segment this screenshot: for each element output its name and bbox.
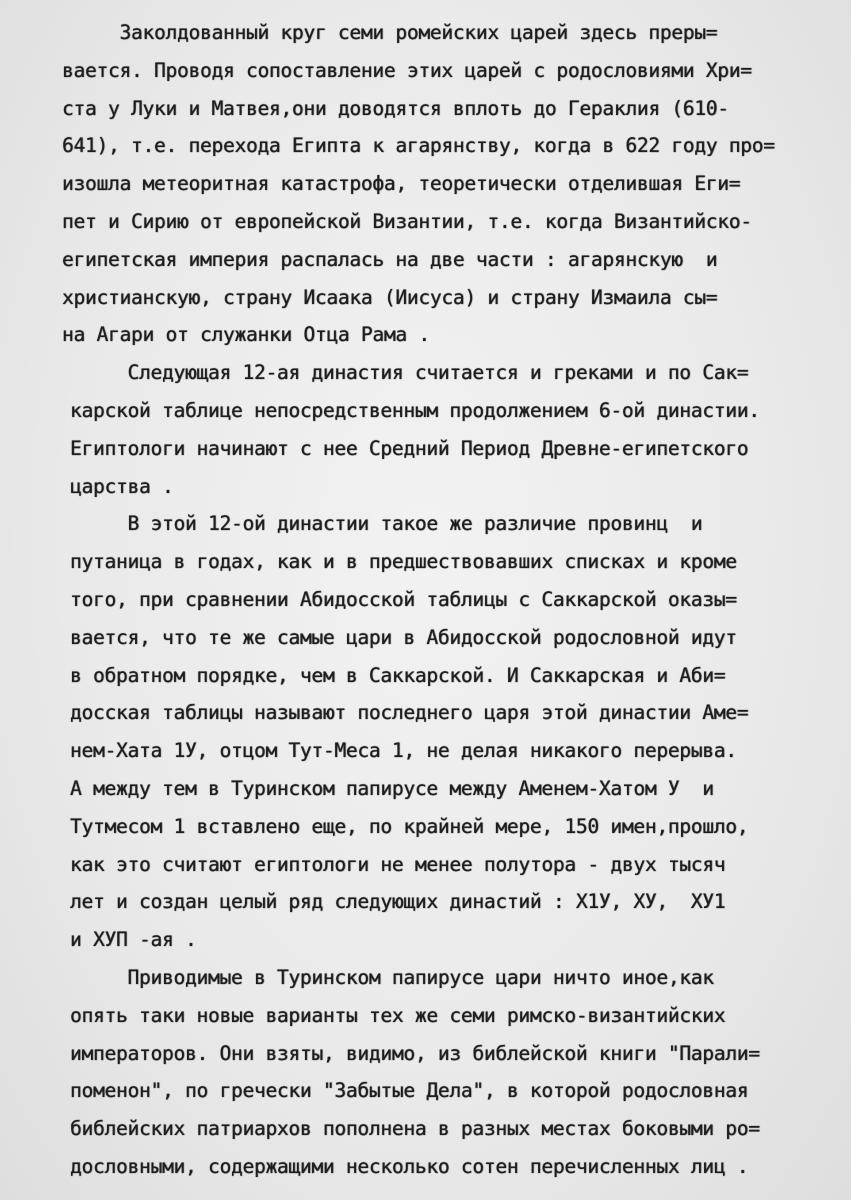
text-line: в обратном порядке, чем в Саккарской. И Саккарская и Аби= bbox=[70, 663, 726, 687]
text-line: того, при сравнении Абидосской таблицы с Саккарской оказы= bbox=[70, 587, 737, 611]
text-line: 641), т.е. перехода Египта к агарянству, когда в 622 году про= bbox=[62, 134, 775, 158]
text-line: царства . bbox=[70, 474, 174, 498]
text-line: А между тем в Туринском папирусе между Аменем-Хатом У и bbox=[70, 776, 714, 800]
text-line: дословными, содержащими несколько сотен перечисленных лиц . bbox=[70, 1154, 749, 1178]
text-line: на Агари от служанки Отца Рама . bbox=[62, 323, 430, 347]
text-line: вается, что те же самые цари в Абидосской родословной идут bbox=[70, 625, 737, 649]
text-line: египетская империя распалась на две части : агарянскую и bbox=[62, 247, 718, 271]
text-line: В этой 12-ой династии такое же различие провинц и bbox=[70, 512, 703, 536]
text-line: путаница в годах, как и в предшествовавших списках и кроме bbox=[70, 550, 737, 574]
text-line: Тутмесом 1 вставлено еще, по крайней мере, 150 имен,прошло, bbox=[70, 814, 749, 838]
text-line: нем-Хата 1У, отцом Тут-Меса 1, не делая никакого перерыва. bbox=[70, 739, 737, 763]
text-line: христианскую, страну Исаака (Иисуса) и страну Измаила сы= bbox=[62, 285, 718, 309]
text-line: досская таблицы называют последнего царя этой династии Аме= bbox=[70, 701, 749, 725]
text-line: пет и Сирию от европейской Византии, т.е. когда Византийско- bbox=[62, 209, 752, 233]
text-line: как это считают египтологи не менее полутора - двух тысяч bbox=[70, 852, 726, 876]
text-line: библейских патриархов пополнена в разных местах боковыми ро= bbox=[70, 1117, 760, 1141]
text-line: Египтологи начинают с нее Средний Период Древне-египетского bbox=[70, 436, 749, 460]
text-line: поменон", по гречески "Забытые Дела", в которой родословная bbox=[70, 1079, 749, 1103]
document-body bbox=[0, 14, 821, 1186]
text-line: Следующая 12-ая династия считается и греками и по Сак= bbox=[70, 361, 749, 385]
text-line: и ХУП -ая . bbox=[70, 928, 197, 952]
text-line: лет и создан целый ряд следующих династий : Х1У, ХУ, ХУ1 bbox=[70, 890, 726, 914]
text-line: Заколдованный круг семи ромейских царей здесь преры= bbox=[62, 21, 718, 44]
text-line: вается. Проводя сопоставление этих царей с родословиями Хри= bbox=[62, 58, 752, 82]
paragraph bbox=[0, 14, 821, 354]
paragraph bbox=[0, 505, 821, 959]
text-line: Приводимые в Туринском папирусе цари ничто иное,как bbox=[70, 965, 714, 989]
paragraph bbox=[0, 354, 821, 505]
text-line: карской таблице непосредственным продолжением 6-ой династии. bbox=[70, 398, 760, 422]
text-line: императоров. Они взяты, видимо, из библейской книги "Парали= bbox=[70, 1041, 760, 1065]
text-line: ста у Луки и Матвея,они доводятся вплоть до Гераклия (610- bbox=[62, 96, 729, 120]
text-line: опять таки новые варианты тех же семи римско-византийских bbox=[70, 1003, 726, 1027]
text-line: изошла метеоритная катастрофа, теоретически отделившая Еги= bbox=[62, 172, 741, 196]
paragraph bbox=[0, 959, 821, 1186]
